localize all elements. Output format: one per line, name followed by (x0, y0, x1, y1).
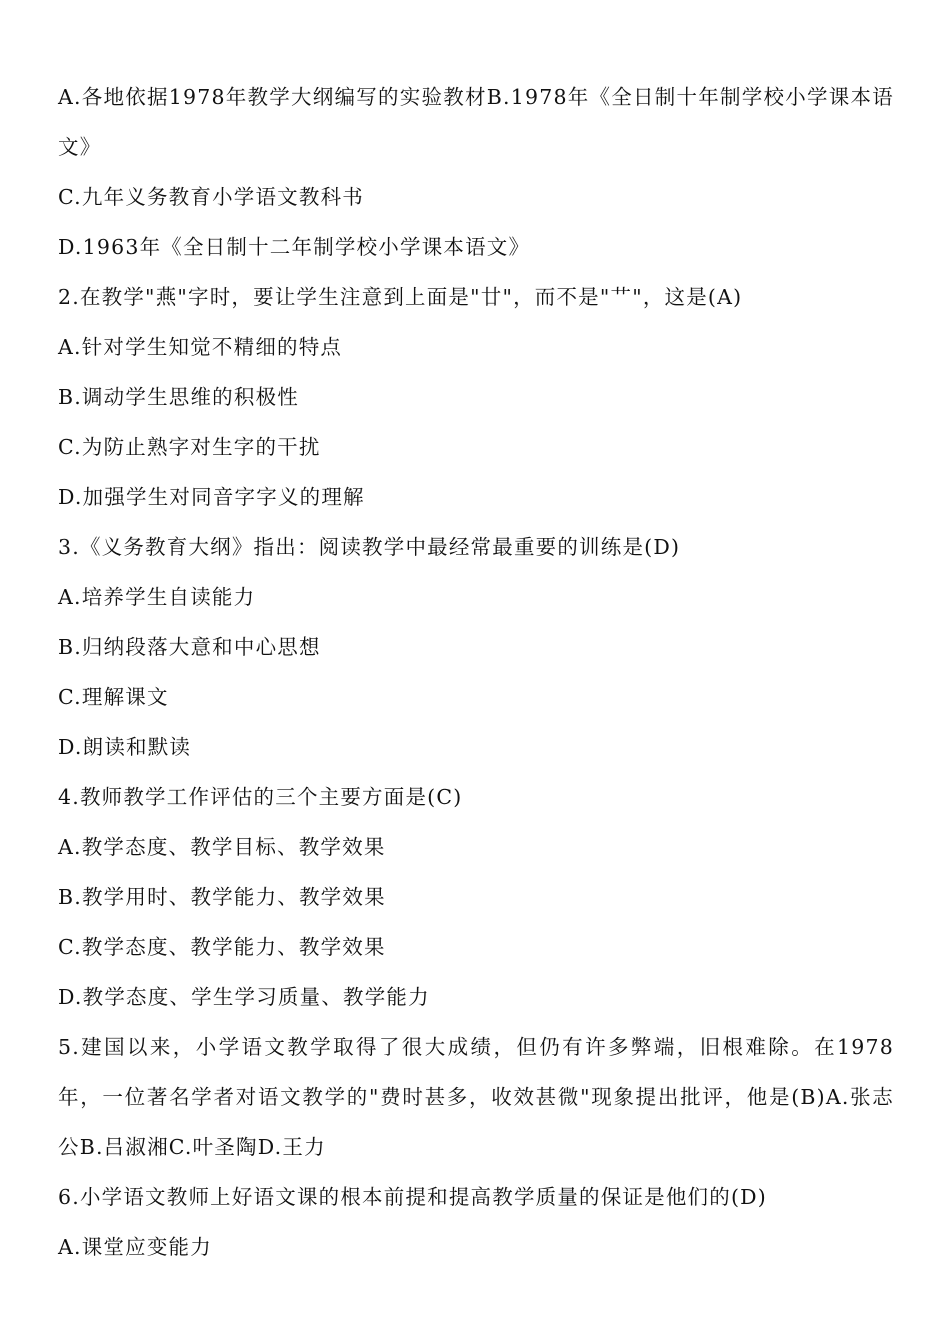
q3-option-b: B.归纳段落大意和中心思想 (58, 635, 321, 659)
q2-option-b: B.调动学生思维的积极性 (58, 385, 299, 409)
q3-option-a: A.培养学生自读能力 (58, 585, 256, 609)
document-page (58, 72, 894, 1272)
q4-option-d: D.教学态度、学生学习质量、教学能力 (58, 985, 430, 1009)
q3-option-c: C.理解课文 (58, 685, 169, 709)
q1-option-ab: A.各地依据1978年教学大纲编写的实验教材B.1978年《全日制十年制学校小学课本语文》 (58, 85, 894, 159)
question-6: 6.小学语文教师上好语文课的根本前提和提高教学质量的保证是他们的(D) (58, 1185, 767, 1209)
q1-option-c: C.九年义务教育小学语文教科书 (58, 185, 364, 209)
q2-option-c: C.为防止熟字对生字的干扰 (58, 435, 321, 459)
q6-option-a: A.课堂应变能力 (58, 1235, 212, 1259)
q4-option-a: A.教学态度、教学目标、教学效果 (58, 835, 386, 859)
q4-option-b: B.教学用时、教学能力、教学效果 (58, 885, 386, 909)
q1-option-d: D.1963年《全日制十二年制学校小学课本语文》 (58, 235, 531, 259)
question-4: 4.教师教学工作评估的三个主要方面是(C) (58, 785, 463, 809)
q4-option-c: C.教学态度、教学能力、教学效果 (58, 935, 386, 959)
question-2: 2.在教学"燕"字时，要让学生注意到上面是"廿"，而不是"艹"，这是(A) (58, 285, 743, 309)
q2-option-a: A.针对学生知觉不精细的特点 (58, 335, 343, 359)
question-5: 5.建国以来，小学语文教学取得了很大成绩，但仍有许多弊端，旧根难除。在1978年，一位著名学者对语文教学的"费时甚多，收效甚微"现象提出批评，他是(B)A.张志公B.吕淑湘C.叶圣陶D.王力 (58, 1035, 894, 1159)
q2-option-d: D.加强学生对同音字字义的理解 (58, 485, 365, 509)
q3-option-d: D.朗读和默读 (58, 735, 192, 759)
question-3: 3.《义务教育大纲》指出：阅读教学中最经常最重要的训练是(D) (58, 535, 681, 559)
